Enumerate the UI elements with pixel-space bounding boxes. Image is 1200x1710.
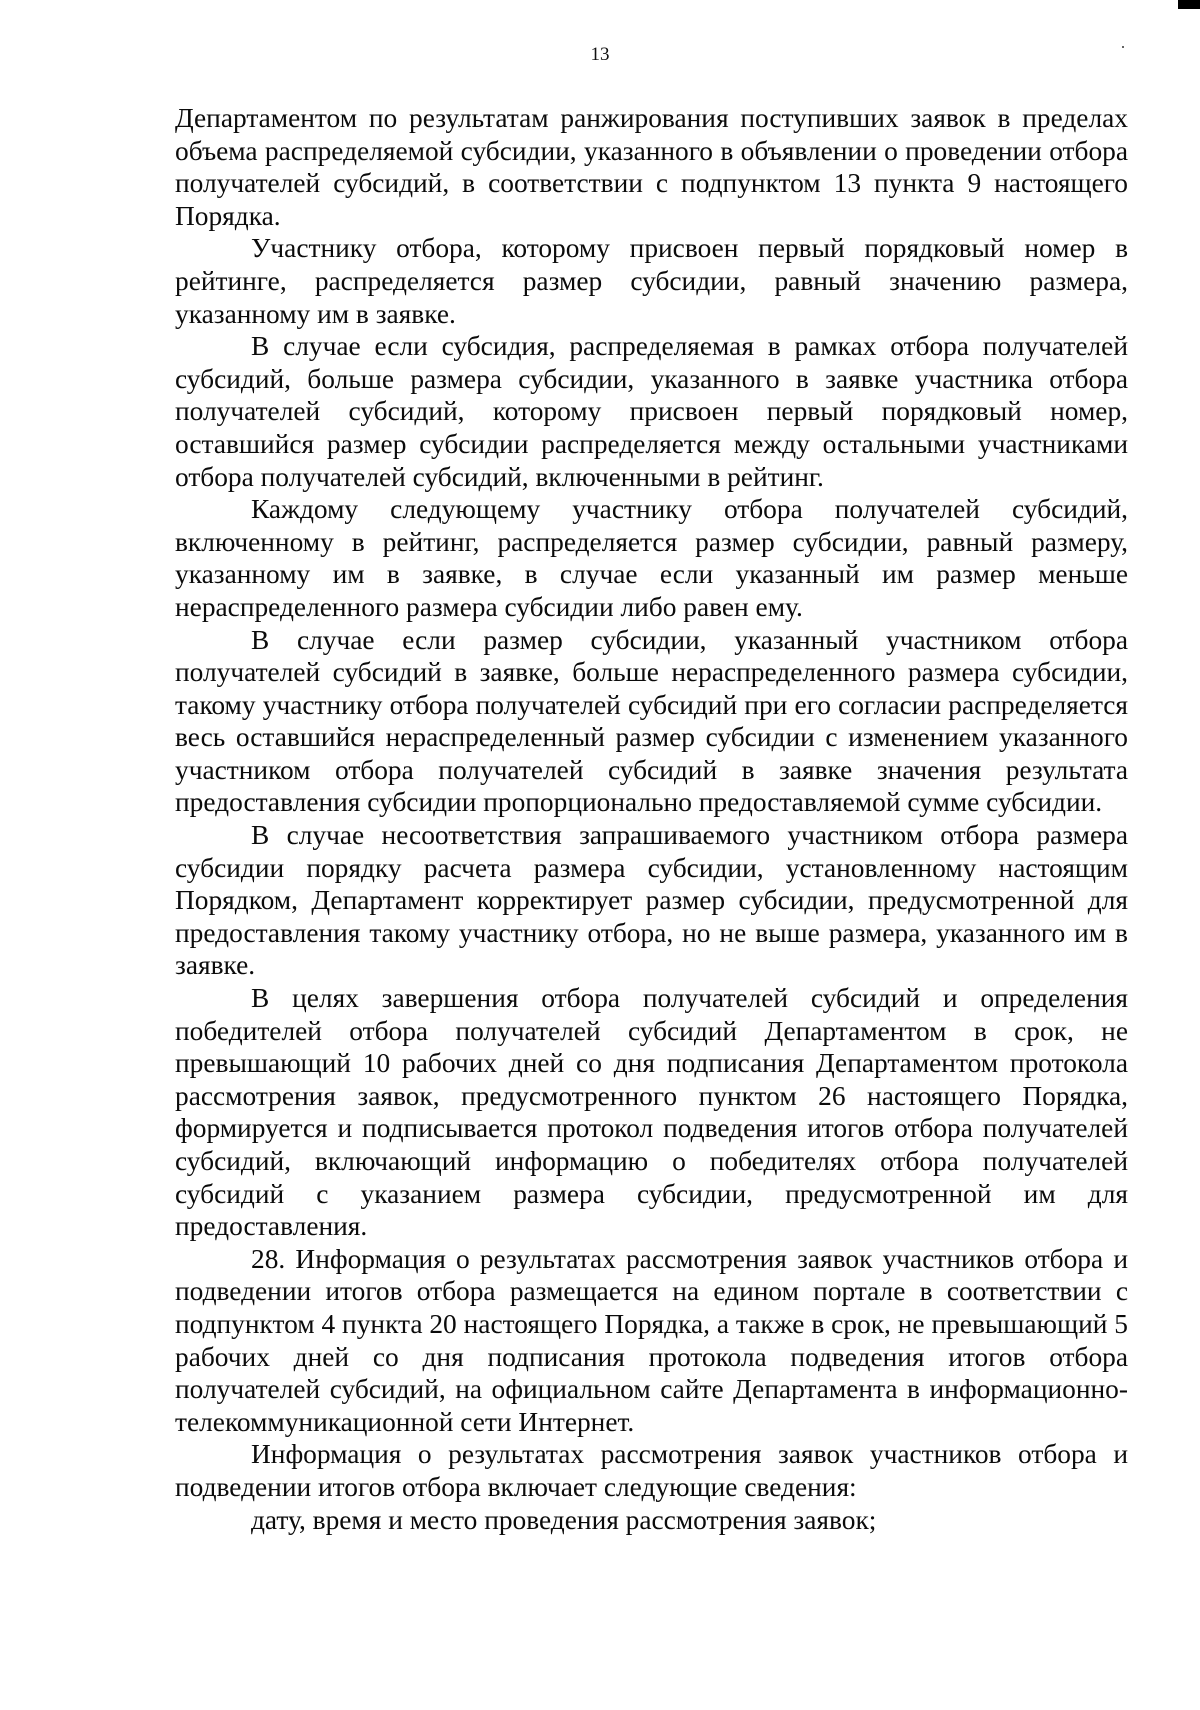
scan-edge-mark [1178, 0, 1200, 9]
page-number: 13 [590, 44, 610, 65]
paragraph-item-28: 28. Информация о результатах рассмотрения заявок участников отбора и подведении итогов отбора размещается на едином портале в соответствии с подпунктом 4 пункта 20 настоящего Порядка, а также в срок, не превышающий 5 рабочих дней со дня подписания протокола подведения итогов отбора получателей субсидий, на официальном сайте Департамента в информационно-телекоммуникационной сети Интернет. [175, 1243, 1128, 1437]
paragraph: В случае несоответствия запрашиваемого участником отбора размера субсидии порядку расчета размера субсидии, установленному настоящим Порядком, Департамент корректирует размер субсидии, предусмотренной для предоставления такому участнику отбора, но не выше размера, указанного им в заявке. [175, 820, 1128, 981]
paragraph: Каждому следующему участнику отбора получателей субсидий, включенному в рейтинг, распределяется размер субсидии, равный размеру, указанному им в заявке, в случае если указанный им размер меньше нераспределенного размера субсидии либо равен ему. [175, 494, 1128, 622]
paragraph: Информация о результатах рассмотрения заявок участников отбора и подведении итогов отбора включает следующие сведения: [175, 1439, 1128, 1502]
paragraph: Департаментом по результатам ранжирования поступивших заявок в пределах объема распределяемой субсидии, указанного в объявлении о проведении отбора получателей субсидий, в соответствии с подпунктом 13 пункта 9 настоящего Порядка. [175, 103, 1128, 231]
paragraph: В случае если субсидия, распределяемая в рамках отбора получателей субсидий, больше размера субсидии, указанного в заявке участника отбора получателей субсидий, которому присвоен первый порядковый номер, оставшийся размер субсидии распределяется между остальными участниками отбора получателей субсидий, включенными в рейтинг. [175, 331, 1128, 492]
document-body [175, 102, 1128, 1536]
paragraph: В целях завершения отбора получателей субсидий и определения победителей отбора получателей субсидий Департаментом в срок, не превышающий 10 рабочих дней со дня подписания Департаментом протокола рассмотрения заявок, предусмотренного пунктом 26 настоящего Порядка, формируется и подписывается протокол подведения итогов отбора получателей субсидий, включающий информацию о победителях отбора получателей субсидий с указанием размера субсидии, предусмотренной им для предоставления. [175, 983, 1128, 1242]
list-item: дату, время и место проведения рассмотрения заявок; [251, 1504, 877, 1535]
paragraph: Участнику отбора, которому присвоен первый порядковый номер в рейтинге, распределяется размер субсидии, равный значению размера, указанному им в заявке. [175, 233, 1128, 329]
paragraph: В случае если размер субсидии, указанный участником отбора получателей субсидий в заявке, больше нераспределенного размера субсидии, такому участнику отбора получателей субсидий при его согласии распределяется весь оставшийся нераспределенный размер субсидии с изменением указанного участником отбора получателей субсидий в заявке значения результата предоставления субсидии пропорционально предоставляемой сумме субсидии. [175, 624, 1128, 818]
